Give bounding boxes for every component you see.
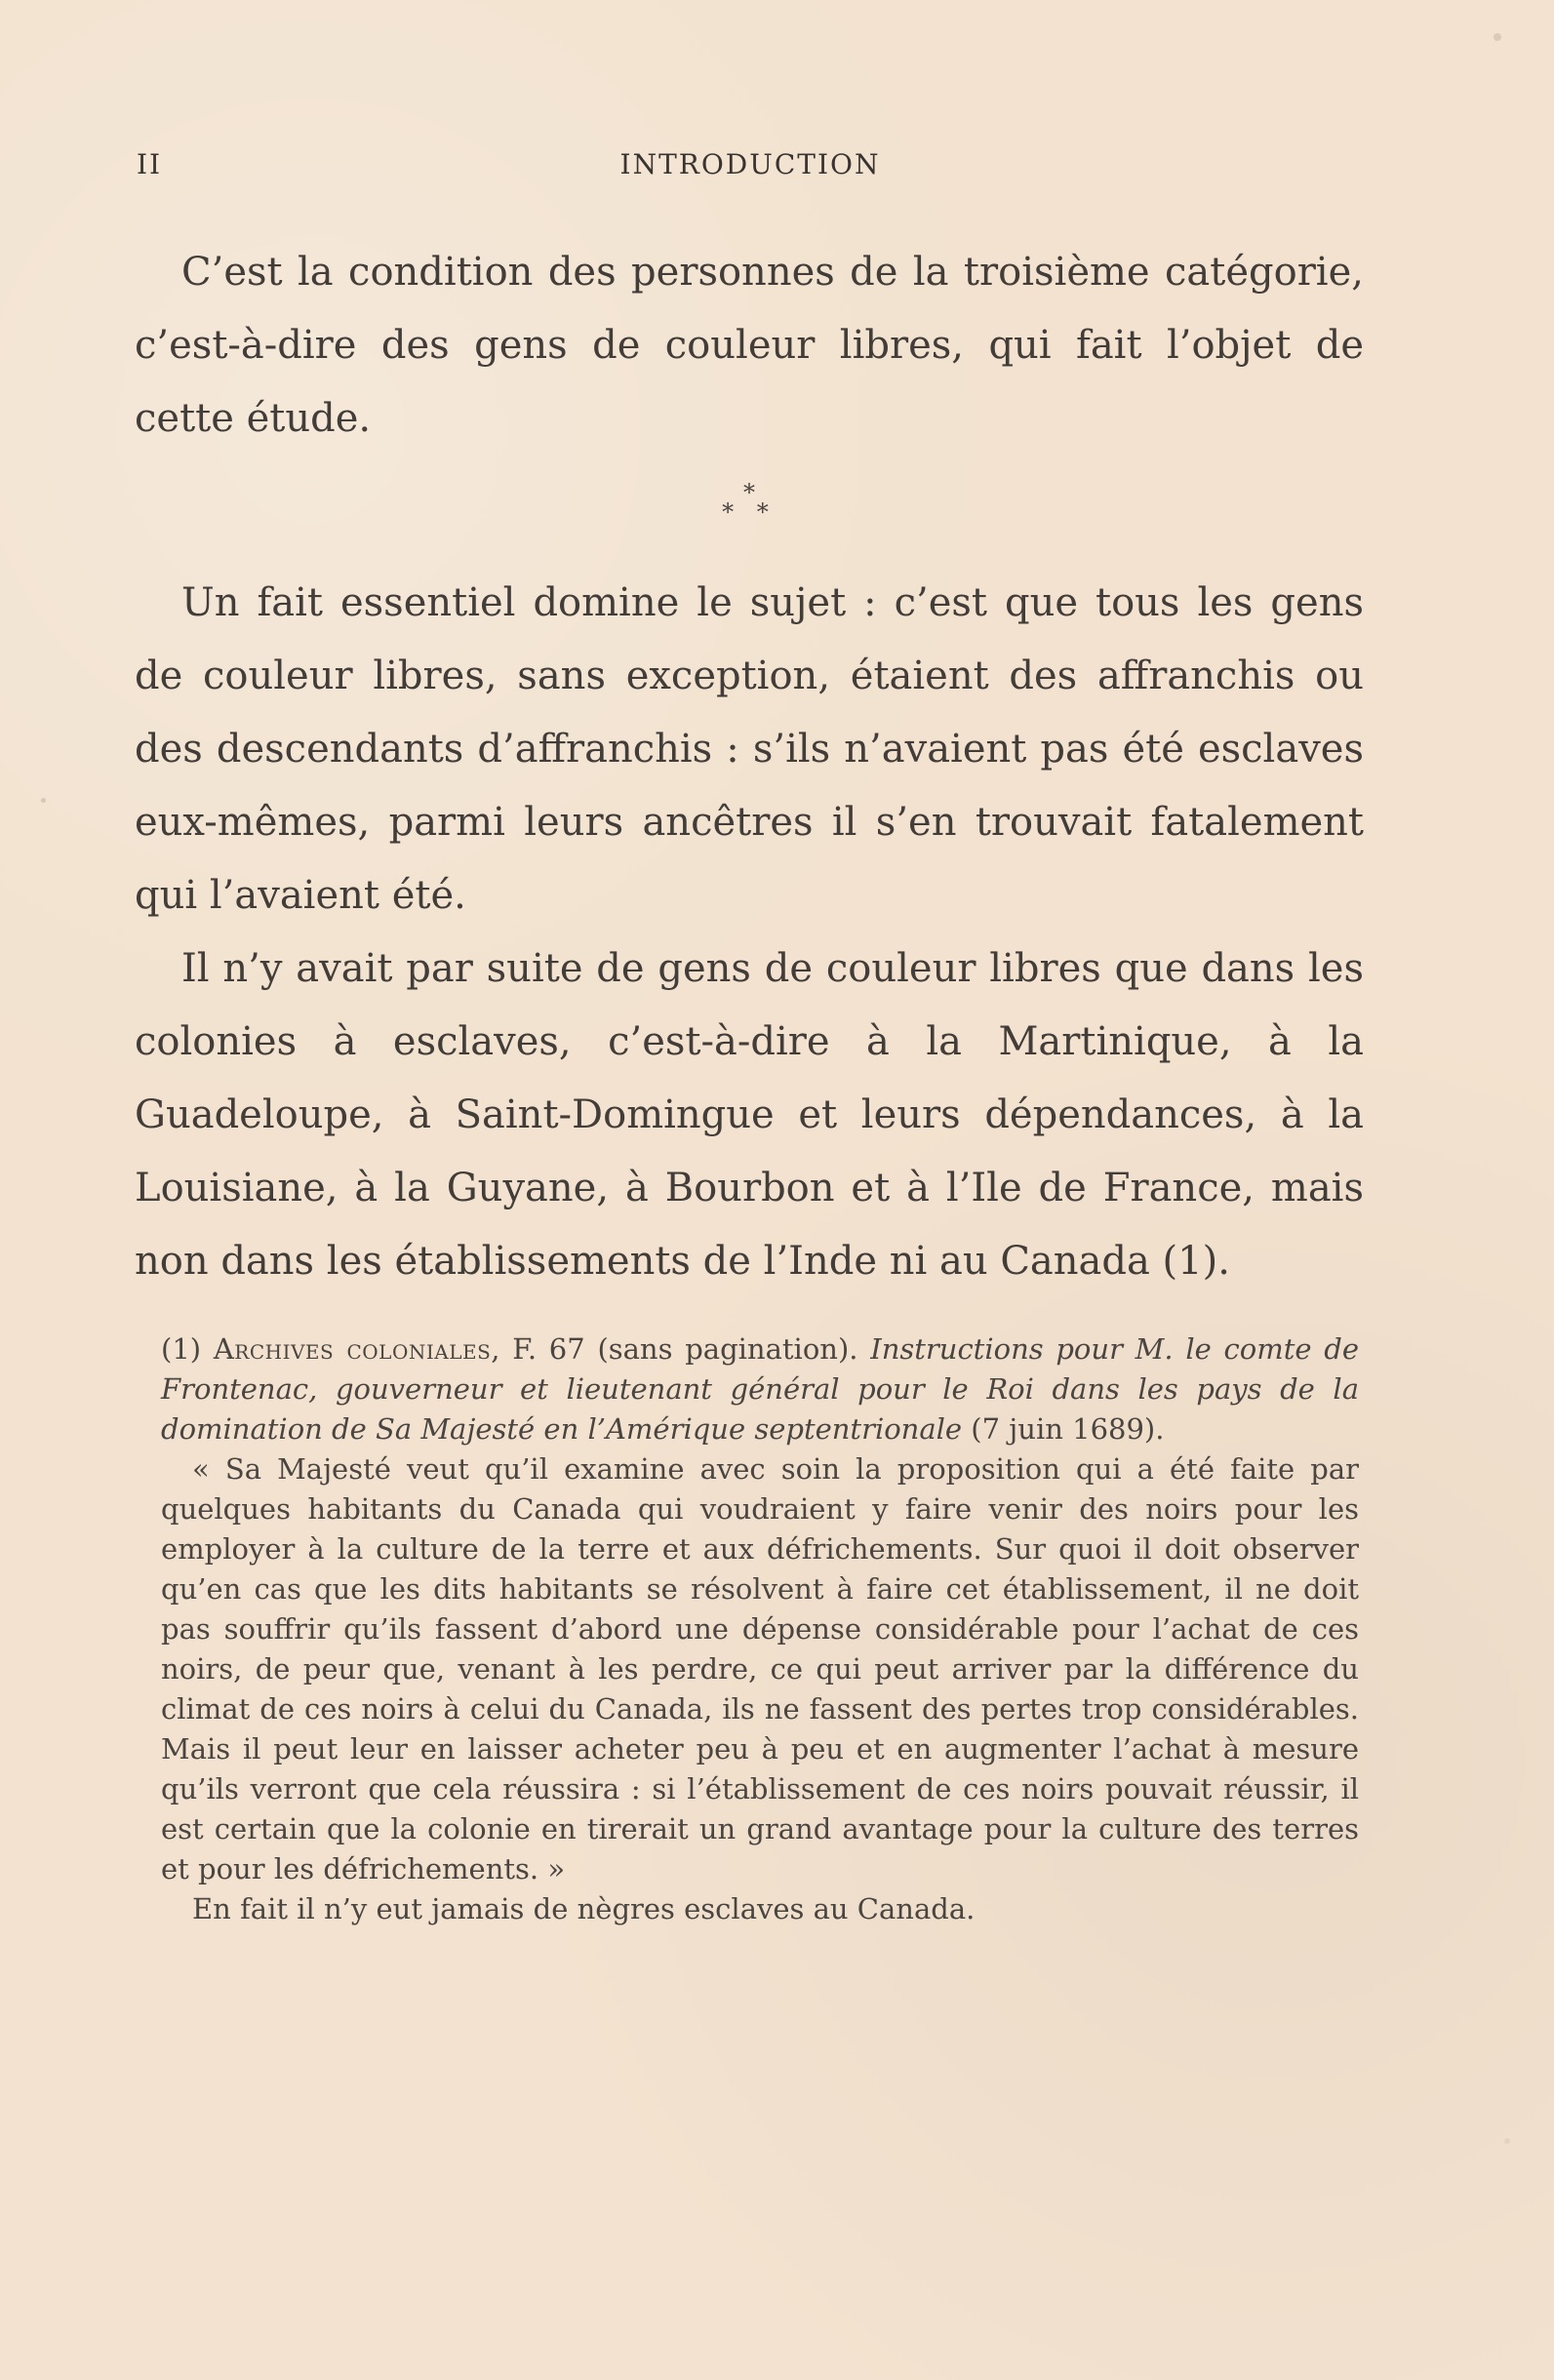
ornament-bottom-stars: * * [722,498,777,526]
document-date: (7 juin 1689). [962,1412,1165,1446]
footnote-conclusion: En fait il n’y eut jamais de nègres esclaves au Canada. [192,1892,976,1925]
document-title: Instructions pour M. le comte de Frontenac, gouverneur et lieutenant général pour le Roi dans les pays de la domination de Sa Majesté en l’Amérique septentrionale [161,1332,1359,1446]
section-ornament [135,481,1364,524]
page-number: II [137,148,163,180]
ornament-top-star: * [743,479,755,506]
footnote-quote: « Sa Majesté veut qu’il examine avec soin la proposition qui a été faite par quelques habitants du Canada qui voudraient y faire venir des noirs pour les employer à la culture de la terre et aux défrichements. Sur quoi il doit observer qu’en cas que les dits habitants se résolvent à faire cet établissement, il ne doit pas souffrir qu’ils fassent d’abord une dépense considérable pour l’achat de ces noirs, de peur que, venant à les perdre, ce qui peut arriver par la différence du climat de ces noirs à celui du Canada, ils ne fassent des pertes trop considérables. Mais il peut leur en laisser acheter peu à peu et en augmenter l’achat à mesure qu’ils verront que cela réussira : si l’établissement de ces noirs pouvait réussir, il est certain que la colonie en tirerait un grand avantage pour la culture des terres et pour les défrichements. » [161,1452,1359,1885]
paper-spot [41,798,46,803]
main-text [135,236,1364,1298]
paragraph: C’est la condition des personnes de la troisième catégorie, c’est-à-dire des gens de couleur libres, qui fait l’objet de cette étude. [135,250,1364,441]
footnote-citation [161,1329,1359,1449]
archive-reference: , F. 67 (sans pagination). [491,1332,871,1366]
paper-spot [1504,2138,1510,2144]
running-title: INTRODUCTION [619,148,881,180]
paragraph: Il n’y avait par suite de gens de couleur libres que dans les colonies à esclaves, c’est-à-dire à la Martinique, à la Guadeloupe, à Saint-Domingue et leurs dépendances, à la Louisiane, à la Guyane, à Bourbon et à l’Ile de France, mais non dans les établissements de l’Inde ni au Canada (1). [135,946,1364,1284]
archive-source: Archives coloniales [213,1332,492,1366]
footnote-marker: (1) [161,1332,202,1366]
paragraph: Un fait essentiel domine le sujet : c’est que tous les gens de couleur libres, sans exception, étaient des affranchis ou des descendants d’affranchis : s’ils n’avaient pas été esclaves eux-mêmes, parmi leurs ancêtres il s’en trouvait fatalement qui l’avaient été. [135,580,1364,918]
page-header [137,148,1364,189]
footnote [161,1329,1359,1929]
paper-spot [1494,33,1501,41]
